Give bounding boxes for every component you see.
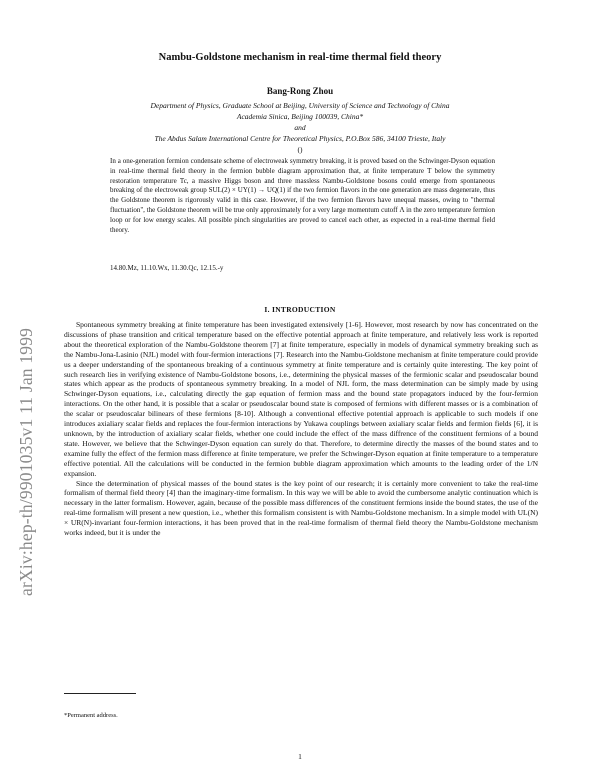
footnote: *Permanent address. <box>64 712 118 719</box>
affiliation-and: and <box>294 123 306 132</box>
page-number: 1 <box>298 752 302 761</box>
footnote-rule <box>64 693 136 694</box>
section-heading: I. INTRODUCTION <box>264 305 336 314</box>
paragraph-1: Spontaneous symmetry breaking at finite temperature has been investigated extensively [1-6]. However, most research by now has concentrated on the discussions of phase transition and critical temperature based on the effective potential approach at finite temperature, and relatively less work is reported about the theoretical exploration of the Nambu-Goldstone theorem [7] at finite temperature, especially in models of dynamical symmetry breaking such as the Nambu-Jona-Lasinio (NJL) model with four-fermion interactions [7]. Research into the Nambu-Goldstone mechanism at finite temperature could provide us a deeper understanding of the spontaneous breaking of a continuous symmetry at finite temperature and is certainly quite interesting. The key point of such research lies in verifying existence of Nambu-Goldstone bosons, i.e., determining the physical masses of the fermionic scalar and pseudoscalar bound states which appear as the products of spontaneous symmetry breaking. In a model of NJL form, the mass determination can be simply made by using Schwinger-Dyson equations, i.e., calculating directly the gap equation of fermion mass and the bound state propagators induced by the four-fermion interactions. On the other hand, it is possible that a scalar or pseudoscalar bound state is composed of fermions with different masses or is a combination of the scalar or pseudoscalar bilinears of these fermions [8-10]. Although a conventional effective potential approach is applicable to such models if one introduces axialiary scalar fields and replaces the four-fermion interactions by Yukawa couplings between axialiary scalar fields and fermion fields [6], it is unknown, by the introduction of axialiary scalar fields, whether one could include the effect of the mass diffrence of the constituent fermions of a bound state. However, we believe that the Schwinger-Dyson equation can surely do that. Therefore, to determine directly the masses of the bound states and to examine fully the effect of the fermion mass difference at finite temperature, we prefer the Schwinger-Dyson equation at finite temperature to a temperature effective potential. All the calculations will be conducted in the fermion bubble diagram approximation which amounts to the leading order of the 1/N expansion. <box>64 320 538 478</box>
pacs-numbers: 14.80.Mz, 11.10.Wx, 11.30.Qc, 12.15.-y <box>110 264 224 272</box>
arxiv-watermark-text: arXiv:hep-th/9901035v1 11 Jan 1999 <box>16 327 36 596</box>
abstract: In a one-generation fermion condensate scheme of electroweak symmetry breaking, it is proved based on the Schwinger-Dyson equation in real-time thermal field theory in the fermion bubble diagram approximation that, at finite temperature T below the symmetry restoration temperature Tc, a massive Higgs boson and three massless Nambu-Goldstone bosons could emerge from spontaneous breaking of the electroweak group SUL(2) × UY(1) → UQ(1) if the two fermion flavors in the one generation are mass degenerate, thus the Goldstone theorem is rigorously valid in this case. However, if the two fermion flavors have unequal masses, owing to "thermal fluctuation", the Goldstone theorem will be true only approximately for a very large momentum cutoff Λ in the zero temperature fermion loop or for low energy scales. All possible pinch singularities are proved to cancel each other, as expected in a real-time thermal field theory. <box>110 157 495 234</box>
paper-title: Nambu-Goldstone mechanism in real-time thermal field theory <box>158 52 442 63</box>
paragraph-2: Since the determination of physical masses of the bound states is the key point of our research; it is certainly more convenient to take the real-time formalism of thermal field theory [4] than the imaginary-time formalism. In this way we will be able to avoid the cumbersome analytic continuation which is necessary in the latter formalism. However, again, because of the possible mass differences of the constituent fermions inside the bound states, the use of the real-time formalism will present a new question, i.e., whether this formalism consistent is with Nambu-Goldstone mechanism. In a simple model with UL(N) × UR(N)-invariant four-fermion interactions, it has been proved that in the real-time formalism of thermal field theory the Nambu-Goldstone mechanism works indeed, but it is under the <box>64 478 538 538</box>
affiliation-line-3: The Abdus Salam International Centre for Theoretical Physics, P.O.Box 586, 34100 Trieste, Italy <box>154 134 446 143</box>
author-name: Bang-Rong Zhou <box>266 86 334 96</box>
affiliation-line-1: Department of Physics, Graduate School at Beijing, University of Science and Technology of China <box>150 101 450 110</box>
body-text <box>64 320 538 538</box>
affiliation-parens: () <box>297 145 303 154</box>
affiliation-line-2: Academia Sinica, Beijing 100039, China* <box>236 112 364 121</box>
arxiv-watermark <box>2 196 42 596</box>
